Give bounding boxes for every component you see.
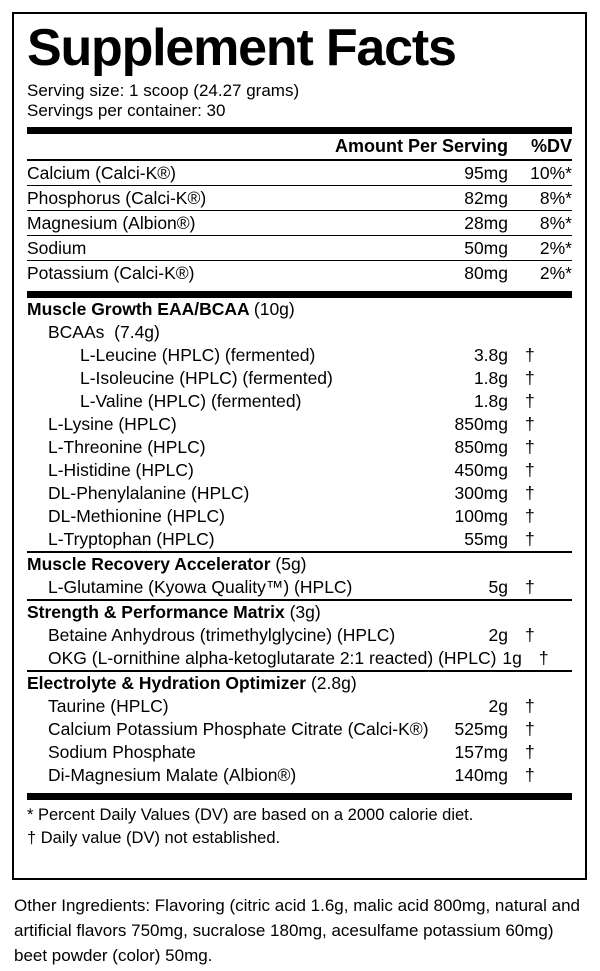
ingredient-name: L-Isoleucine (HPLC) (fermented) [80, 368, 333, 389]
dagger-marker: † [525, 437, 535, 458]
table-row [27, 261, 572, 285]
dagger-marker: † [525, 460, 535, 481]
column-header-row [27, 134, 572, 159]
table-row [27, 211, 572, 235]
nutrient-amount: 50mg [464, 238, 508, 259]
table-row [27, 344, 572, 367]
table-row [27, 695, 572, 718]
nutrient-name: Phosphorus (Calci-K®) [27, 188, 207, 209]
dagger-marker: † [525, 577, 535, 598]
ingredient-amount: 5g [488, 577, 508, 598]
dagger-marker: † [525, 414, 535, 435]
ingredient-name: Calcium Potassium Phosphate Citrate (Calci-K®) [48, 719, 429, 740]
dagger-marker: † [525, 742, 535, 763]
nutrient-dv: 10%* [530, 163, 572, 184]
nutrient-name: Sodium [27, 238, 87, 259]
blend-weight: (2.8g) [310, 673, 357, 694]
blend-header [27, 672, 572, 695]
dagger-marker: † [525, 719, 535, 740]
blend-section-muscle-growth [27, 298, 572, 551]
table-row [27, 186, 572, 210]
divider-thick-footnotes [27, 793, 572, 800]
ingredient-amount: 140mg [454, 765, 508, 786]
ingredient-amount: 55mg [464, 529, 508, 550]
table-row [27, 236, 572, 260]
blend-title: Electrolyte & Hydration Optimizer [27, 673, 307, 694]
blend-weight: (10g) [253, 299, 295, 320]
ingredient-amount: 100mg [454, 506, 508, 527]
nutrient-amount: 28mg [464, 213, 508, 234]
footnote-dagger: † Daily value (DV) not established. [27, 829, 281, 848]
dagger-marker: † [525, 345, 535, 366]
ingredient-name: L-Threonine (HPLC) [48, 437, 206, 458]
blend-name [27, 672, 572, 695]
dagger-marker: † [525, 696, 535, 717]
ingredient-name: L-Leucine (HPLC) (fermented) [80, 345, 316, 366]
ingredient-name: Taurine (HPLC) [48, 696, 169, 717]
table-row [27, 741, 572, 764]
nutrient-dv: 2%* [539, 238, 572, 259]
ingredient-name: L-Tryptophan (HPLC) [48, 529, 215, 550]
ingredient-amount: 2g [488, 625, 508, 646]
ingredient-name: OKG (L-ornithine alpha-ketoglutarate 2:1 reacted) (HPLC) [48, 648, 497, 669]
ingredient-amount: 1g [502, 648, 522, 669]
nutrient-amount: 82mg [464, 188, 508, 209]
ingredient-amount: 300mg [454, 483, 508, 504]
serving-info [27, 81, 572, 121]
table-row [27, 764, 572, 787]
nutrient-dv: 8%* [539, 188, 572, 209]
table-row [27, 528, 572, 551]
footnote-percent-dv: * Percent Daily Values (DV) are based on a 2000 calorie diet. [27, 806, 474, 825]
blend-section-muscle-recovery [27, 553, 572, 599]
divider-thick-blends [27, 291, 572, 298]
table-row [27, 647, 572, 670]
ingredient-name: Sodium Phosphate [48, 742, 196, 763]
blend-section-strength-performance [27, 601, 572, 670]
blend-header [27, 298, 572, 321]
subgroup-weight: (7.4g) [114, 322, 160, 343]
dagger-marker: † [525, 391, 535, 412]
ingredient-name: DL-Phenylalanine (HPLC) [48, 483, 250, 504]
blend-name [27, 601, 572, 624]
supplement-facts-panel [12, 12, 587, 880]
ingredient-name: L-Valine (HPLC) (fermented) [80, 391, 302, 412]
subgroup-title: BCAAs [48, 322, 105, 343]
table-row [27, 482, 572, 505]
ingredient-amount: 850mg [454, 437, 508, 458]
table-row [27, 576, 572, 599]
dagger-marker: † [525, 625, 535, 646]
ingredient-name: L-Glutamine (Kyowa Quality™) (HPLC) [48, 577, 353, 598]
servings-per-container: Servings per container: 30 [27, 101, 226, 121]
ingredient-amount: 1.8g [473, 368, 508, 389]
column-header-amount: Amount Per Serving [334, 136, 508, 157]
blend-title: Muscle Recovery Accelerator [27, 554, 271, 575]
ingredient-amount: 850mg [454, 414, 508, 435]
divider-thick-top [27, 127, 572, 134]
dagger-marker: † [525, 765, 535, 786]
table-row [27, 390, 572, 413]
blend-name [27, 298, 572, 321]
dagger-marker: † [525, 506, 535, 527]
ingredient-amount: 450mg [454, 460, 508, 481]
dagger-marker: † [538, 648, 549, 669]
ingredient-name: DL-Methionine (HPLC) [48, 506, 226, 527]
table-row [27, 367, 572, 390]
table-row [27, 718, 572, 741]
table-row [27, 624, 572, 647]
blend-header [27, 601, 572, 624]
other-ingredients: Other Ingredients: Flavoring (citric acid 1.6g, malic acid 800mg, natural and artificial flavors 750mg, sucralose 180mg, acesulfame potassium 60mg) beet powder (color) 50mg. [14, 896, 580, 965]
blend-name [27, 553, 572, 576]
dagger-marker: † [525, 529, 535, 550]
nutrient-name: Potassium (Calci-K®) [27, 263, 195, 284]
serving-size: Serving size: 1 scoop (24.27 grams) [27, 81, 300, 101]
ingredient-name: Di-Magnesium Malate (Albion®) [48, 765, 297, 786]
ingredient-name: L-Lysine (HPLC) [48, 414, 177, 435]
nutrient-amount: 95mg [464, 163, 508, 184]
nutrient-name: Calcium (Calci-K®) [27, 163, 177, 184]
minerals-section [27, 161, 572, 285]
nutrient-amount: 80mg [464, 263, 508, 284]
subgroup-name [48, 321, 572, 344]
ingredient-amount: 157mg [454, 742, 508, 763]
blend-title: Muscle Growth EAA/BCAA [27, 299, 250, 320]
dagger-marker: † [525, 483, 535, 504]
ingredient-amount: 3.8g [473, 345, 508, 366]
table-row [27, 413, 572, 436]
table-row [27, 436, 572, 459]
footnotes-section [27, 800, 572, 850]
blend-title: Strength & Performance Matrix [27, 602, 285, 623]
ingredient-amount: 525mg [454, 719, 508, 740]
ingredient-name: L-Histidine (HPLC) [48, 460, 194, 481]
table-row [27, 161, 572, 185]
nutrient-dv: 8%* [539, 213, 572, 234]
table-row [27, 505, 572, 528]
ingredient-amount: 1.8g [473, 391, 508, 412]
blend-header [27, 553, 572, 576]
blend-subgroup-header [27, 321, 572, 344]
table-row [27, 459, 572, 482]
ingredient-amount: 2g [488, 696, 508, 717]
page-title: Supplement Facts [27, 19, 456, 77]
dagger-marker: † [525, 368, 535, 389]
nutrient-dv: 2%* [539, 263, 572, 284]
blend-weight: (3g) [289, 602, 321, 623]
column-header-dv: %DV [530, 136, 572, 157]
blend-weight: (5g) [275, 554, 307, 575]
nutrient-name: Magnesium (Albion®) [27, 213, 196, 234]
ingredient-name: Betaine Anhydrous (trimethylglycine) (HPLC) [48, 625, 396, 646]
blend-section-electrolyte-hydration [27, 672, 572, 787]
